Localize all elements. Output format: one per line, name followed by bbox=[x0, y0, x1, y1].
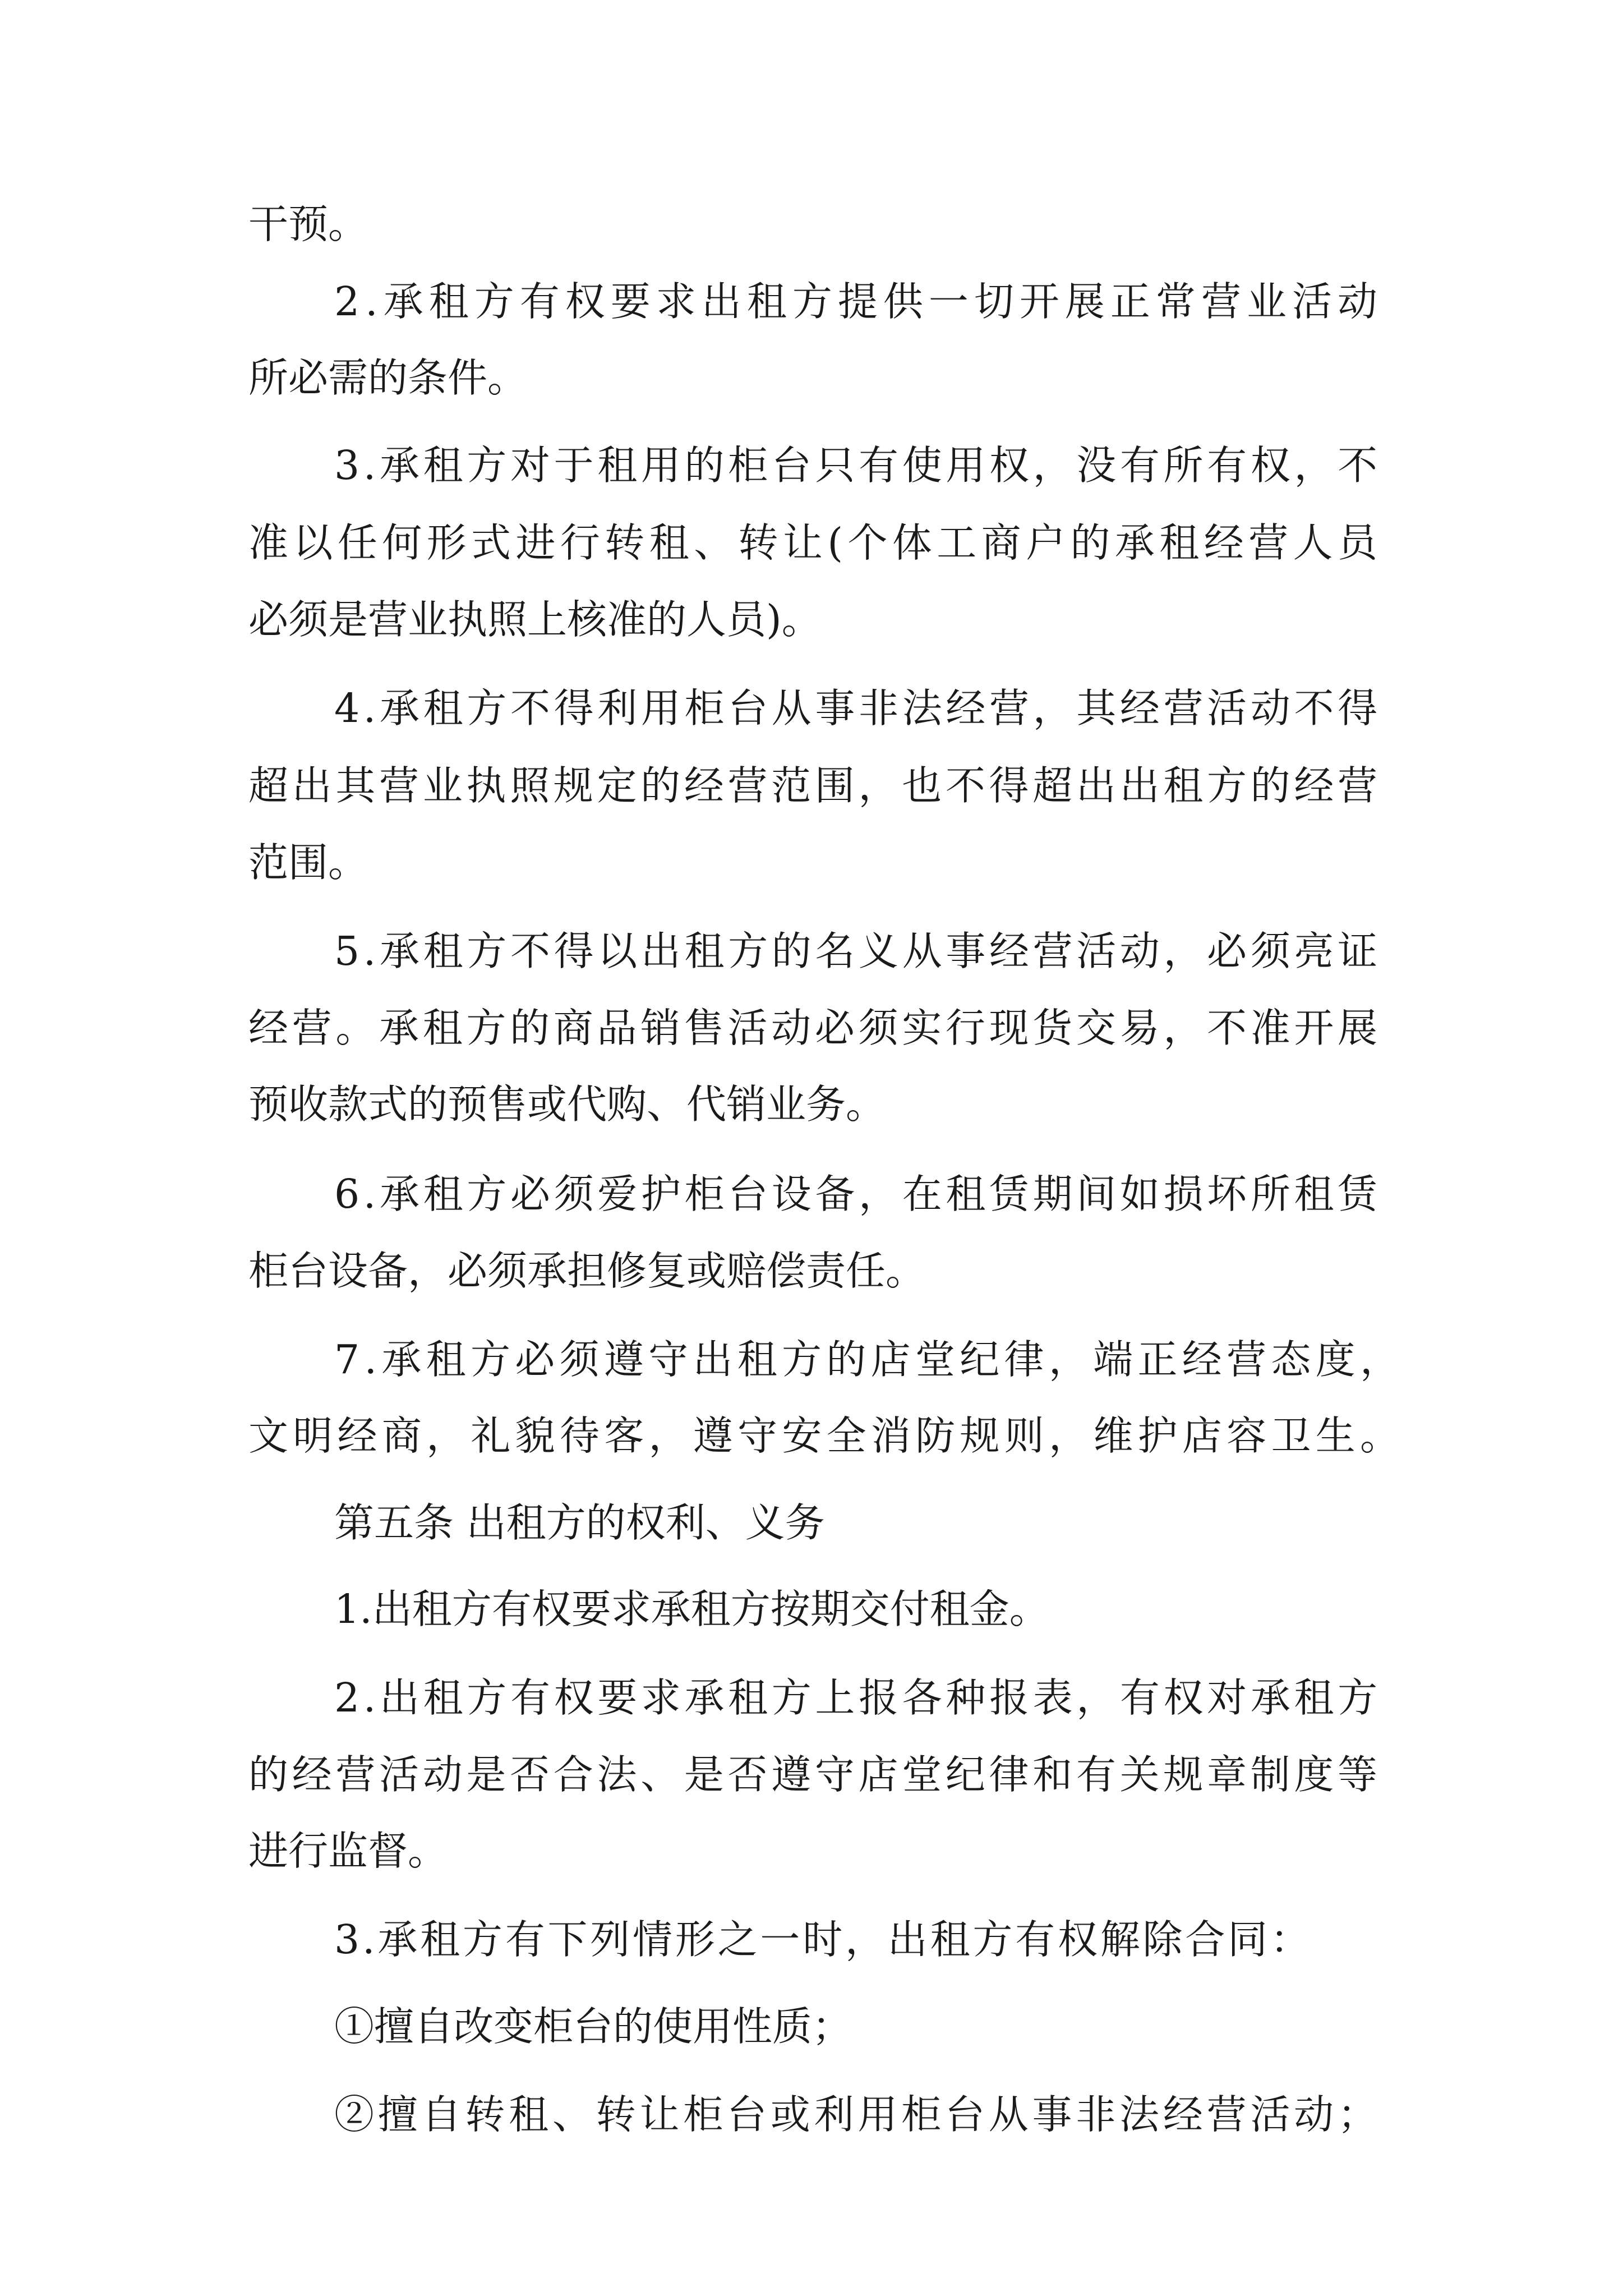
text-line: 预收款式的预售或代购、代销业务。 bbox=[248, 1081, 886, 1128]
text-line: 7.承租方必须遵守出租方的店堂纪律，端正经营态度， bbox=[334, 1336, 1405, 1383]
text-line: 范围。 bbox=[248, 839, 368, 886]
text-line: 5.承租方不得以出租方的名义从事经营活动，必须亮证 bbox=[334, 928, 1381, 974]
text-line: 所必需的条件。 bbox=[248, 355, 528, 401]
text-line: 3.承租方有下列情形之一时，出租方有权解除合同： bbox=[334, 1916, 1313, 1963]
text-line: 3.承租方对于租用的柜台只有使用权，没有所有权，不 bbox=[334, 442, 1381, 489]
section-heading: 第五条 出租方的权利、义务 bbox=[334, 1499, 825, 1546]
text-line: 超出其营业执照规定的经营范围，也不得超出出租方的经营 bbox=[248, 762, 1381, 809]
text-line: 1.出租方有权要求承租方按期交付租金。 bbox=[334, 1586, 1049, 1632]
text-line: 经营。承租方的商品销售活动必须实行现货交易，不准开展 bbox=[248, 1005, 1381, 1051]
text-line: 6.承租方必须爱护柜台设备，在租赁期间如损坏所租赁 bbox=[334, 1171, 1381, 1217]
text-line: 准以任何形式进行转租、转让(个体工商户的承租经营人员 bbox=[248, 519, 1382, 566]
text-line: 进行监督。 bbox=[248, 1828, 448, 1874]
text-line: 文明经商，礼貌待客，遵守安全消防规则，维护店容卫生。 bbox=[248, 1412, 1405, 1459]
text-line: 4.承租方不得利用柜台从事非法经营，其经营活动不得 bbox=[334, 685, 1381, 731]
text-line: 柜台设备，必须承担修复或赔偿责任。 bbox=[248, 1248, 926, 1294]
text-line: 干预。 bbox=[248, 201, 368, 247]
list-item: ①擅自改变柜台的使用性质； bbox=[334, 2003, 852, 2050]
text-line: 必须是营业执照上核准的人员)。 bbox=[248, 596, 822, 643]
text-line: 2.出租方有权要求承租方上报各种报表，有权对承租方 bbox=[334, 1674, 1381, 1721]
text-line: 2.承租方有权要求出租方提供一切开展正常营业活动 bbox=[334, 278, 1383, 325]
text-line: 的经营活动是否合法、是否遵守店堂纪律和有关规章制度等 bbox=[248, 1751, 1381, 1798]
list-item: ②擅自转租、转让柜台或利用柜台从事非法经营活动； bbox=[334, 2091, 1381, 2138]
